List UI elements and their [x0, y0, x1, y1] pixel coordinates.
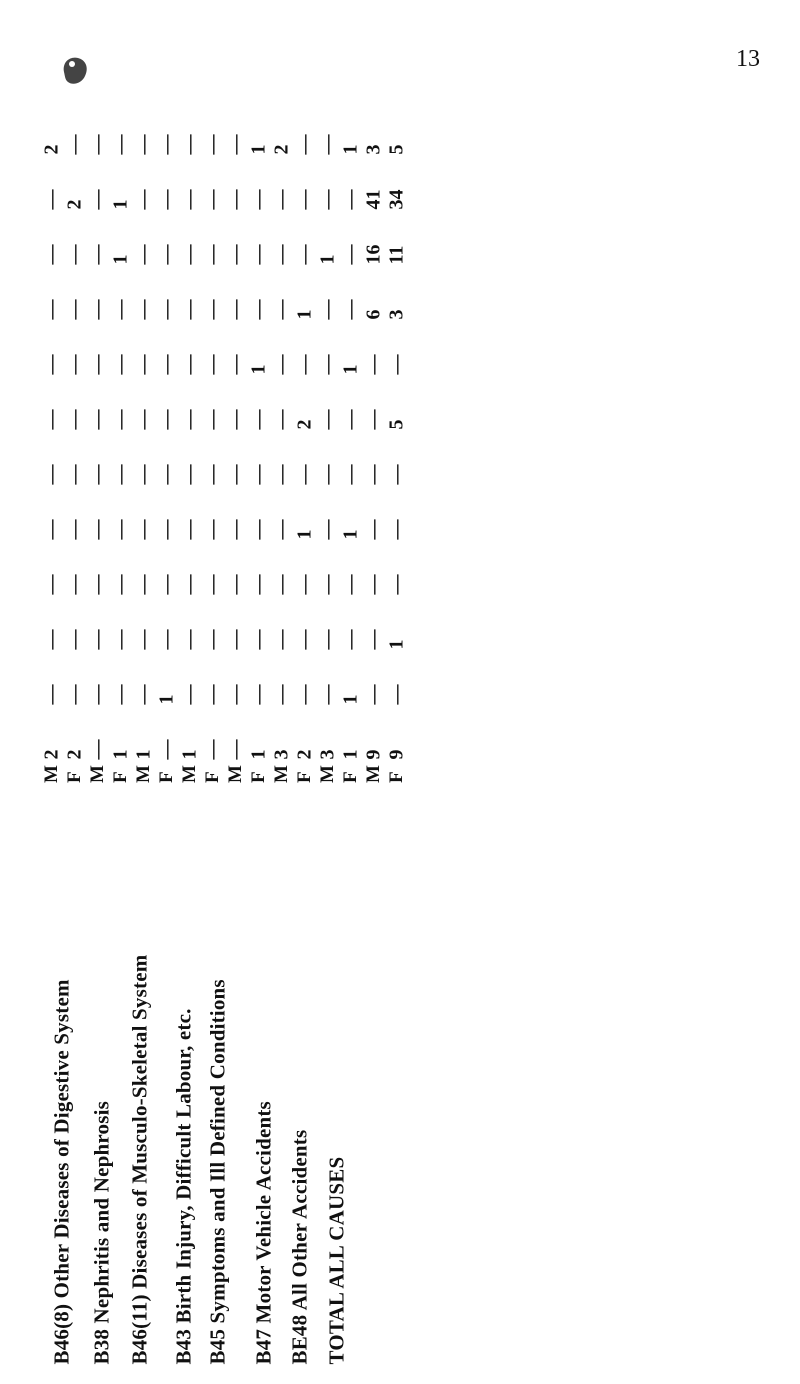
table-cell: 9 [362, 749, 385, 760]
table-cell: — [63, 354, 86, 375]
cause-label: B47 Motor Vehicle Accidents [251, 1101, 276, 1365]
table-cell: 2 [40, 749, 63, 760]
table-cell: — [86, 244, 109, 265]
table-cell: 1 [339, 694, 362, 705]
table-cell: — [40, 354, 63, 375]
table-cell: — [293, 244, 316, 265]
table-cell: — [293, 189, 316, 210]
table-cell: 2 [270, 144, 293, 155]
table-cell: — [224, 409, 247, 430]
table-cell: 2 [293, 419, 316, 430]
table-cell: 9 [385, 749, 408, 760]
table-cell: — [362, 354, 385, 375]
table-cell: — [224, 739, 247, 760]
table-cell: — [224, 629, 247, 650]
table-cell: — [224, 244, 247, 265]
table-cell: — [86, 134, 109, 155]
table-cell: — [385, 354, 408, 375]
table-cell: — [224, 299, 247, 320]
table-cell: — [132, 684, 155, 705]
table-cell: — [385, 574, 408, 595]
sex-label: F [248, 771, 269, 783]
table-cell: — [178, 519, 201, 540]
table-cell: — [270, 299, 293, 320]
table-cell: 1 [109, 199, 132, 210]
table-cell: 1 [339, 749, 362, 760]
table-cell: — [132, 409, 155, 430]
table-cell: — [178, 189, 201, 210]
sex-label: M [87, 765, 108, 783]
cause-label: B38 Nephritis and Nephrosis [89, 1101, 114, 1365]
sex-label: F [294, 771, 315, 783]
table-cell: 5 [385, 144, 408, 155]
table-cell: — [63, 519, 86, 540]
table-cell: — [316, 354, 339, 375]
table-cell: — [86, 189, 109, 210]
table-cell: — [247, 299, 270, 320]
sex-label: F [110, 771, 131, 783]
table-cell: — [201, 684, 224, 705]
table-cell: — [132, 574, 155, 595]
table-cell: — [316, 134, 339, 155]
table-cell: — [86, 409, 109, 430]
table-cell: — [155, 189, 178, 210]
table-cell: — [201, 244, 224, 265]
table-cell: — [362, 409, 385, 430]
table-cell: 1 [247, 749, 270, 760]
corner-blot-icon [56, 52, 94, 90]
table-cell: — [293, 629, 316, 650]
table-cell: — [132, 299, 155, 320]
table-cell: — [109, 409, 132, 430]
table-cell: — [339, 464, 362, 485]
table-cell: 3 [316, 749, 339, 760]
table-cell: — [293, 134, 316, 155]
table-cell: — [224, 519, 247, 540]
table-cell: — [201, 739, 224, 760]
cause-label: B43 Birth Injury, Difficult Labour, etc. [171, 1008, 196, 1365]
table-cell: 34 [385, 189, 408, 210]
table-cell: — [339, 189, 362, 210]
sex-label: F [386, 771, 407, 783]
table-cell: — [385, 464, 408, 485]
table-cell: — [270, 519, 293, 540]
table-cell: — [109, 684, 132, 705]
cause-label: BE48 All Other Accidents [287, 1129, 312, 1365]
cause-label: B46(11) Diseases of Musculo-Skeletal System [127, 954, 152, 1365]
table-cell: — [362, 684, 385, 705]
table-cell: — [178, 244, 201, 265]
sex-label: M [41, 765, 62, 783]
table-cell: — [63, 409, 86, 430]
table-cell: — [178, 684, 201, 705]
table-cell: — [247, 629, 270, 650]
table-cell: — [247, 519, 270, 540]
table-cell: — [270, 189, 293, 210]
table-cell: — [201, 409, 224, 430]
table-cell: — [339, 574, 362, 595]
sex-label: M [225, 765, 246, 783]
table-cell: — [224, 354, 247, 375]
table-cell: — [40, 189, 63, 210]
table-cell: — [132, 519, 155, 540]
table-cell: — [63, 244, 86, 265]
table-cell: — [109, 134, 132, 155]
table-cell: — [316, 189, 339, 210]
table-cell: — [224, 684, 247, 705]
table-cell: — [109, 464, 132, 485]
table-cell: — [224, 574, 247, 595]
cause-label: B46(8) Other Diseases of Digestive System [49, 979, 74, 1365]
sex-label: M [179, 765, 200, 783]
table-cell: — [40, 464, 63, 485]
table-cell: — [201, 519, 224, 540]
table-cell: 3 [270, 749, 293, 760]
table-cell: 41 [362, 189, 385, 210]
table-cell: — [270, 574, 293, 595]
table-cell: 3 [385, 309, 408, 320]
table-cell: — [201, 574, 224, 595]
cause-label: TOTAL ALL CAUSES [324, 1156, 349, 1365]
table-cell: — [362, 629, 385, 650]
table-cell: — [86, 574, 109, 595]
table-cell: — [247, 574, 270, 595]
table-cell: 1 [178, 749, 201, 760]
sex-label: F [64, 771, 85, 783]
table-cell: — [178, 574, 201, 595]
table-cell: — [63, 299, 86, 320]
table-cell: — [316, 574, 339, 595]
table-cell: 3 [362, 144, 385, 155]
table-cell: — [155, 409, 178, 430]
table-cell: — [201, 299, 224, 320]
table-cell: — [385, 684, 408, 705]
table-cell: 1 [247, 364, 270, 375]
table-cell: — [40, 299, 63, 320]
table-cell: — [63, 134, 86, 155]
table-cell: — [109, 574, 132, 595]
table-cell: 1 [385, 639, 408, 650]
table-cell: — [109, 354, 132, 375]
table-cell: — [316, 409, 339, 430]
table-cell: 16 [362, 244, 385, 265]
table-cell: — [86, 684, 109, 705]
table-cell: 1 [109, 254, 132, 265]
table-cell: — [224, 464, 247, 485]
table-cell: 11 [385, 245, 408, 265]
table-cell: — [293, 354, 316, 375]
table-cell: — [316, 519, 339, 540]
sex-label: M [133, 765, 154, 783]
table-cell: 1 [316, 254, 339, 265]
table-cell: — [293, 684, 316, 705]
table-cell: — [270, 629, 293, 650]
table-cell: — [63, 464, 86, 485]
table-cell: — [247, 684, 270, 705]
sex-label: M [363, 765, 384, 783]
table-cell: — [339, 409, 362, 430]
table-cell: — [339, 299, 362, 320]
table-cell: 1 [247, 144, 270, 155]
table-cell: — [178, 299, 201, 320]
sex-label: M [317, 765, 338, 783]
table-cell: 1 [155, 694, 178, 705]
table-cell: — [109, 519, 132, 540]
table-cell: 1 [109, 749, 132, 760]
table-cell: 1 [132, 749, 155, 760]
table-cell: — [86, 739, 109, 760]
table-cell: — [86, 629, 109, 650]
table-cell: — [63, 574, 86, 595]
table-cell: — [40, 409, 63, 430]
table-cell: 2 [63, 749, 86, 760]
table-cell: — [178, 409, 201, 430]
table-cell: — [155, 519, 178, 540]
sex-label: F [156, 771, 177, 783]
table-cell: — [224, 189, 247, 210]
table-cell: 2 [63, 199, 86, 210]
table-cell: — [40, 244, 63, 265]
sex-label: M [271, 765, 292, 783]
table-cell: — [293, 464, 316, 485]
table-cell: 1 [339, 529, 362, 540]
table-cell: — [362, 464, 385, 485]
table-cell: — [247, 189, 270, 210]
page-number: 13 [736, 46, 760, 72]
table-cell: — [178, 134, 201, 155]
table-cell: — [155, 134, 178, 155]
table-cell: — [155, 244, 178, 265]
table-cell: — [339, 244, 362, 265]
table-cell: — [86, 464, 109, 485]
table-cell: 2 [40, 144, 63, 155]
table-cell: 1 [293, 529, 316, 540]
table-cell: — [155, 299, 178, 320]
table-cell: — [132, 244, 155, 265]
table-cell: — [201, 629, 224, 650]
table-cell: — [40, 574, 63, 595]
table-cell: — [270, 409, 293, 430]
table-cell: — [155, 464, 178, 485]
table-cell: — [155, 739, 178, 760]
table-cell: — [178, 464, 201, 485]
table-cell: — [132, 629, 155, 650]
table-cell: — [86, 519, 109, 540]
table-cell: — [224, 134, 247, 155]
table-cell: — [385, 519, 408, 540]
table-cell: — [40, 629, 63, 650]
table-cell: — [362, 574, 385, 595]
table-cell: — [132, 464, 155, 485]
table-cell: — [270, 244, 293, 265]
table-cell: — [63, 684, 86, 705]
table-cell: — [247, 464, 270, 485]
table-cell: — [270, 684, 293, 705]
table-cell: — [270, 464, 293, 485]
table-cell: — [155, 354, 178, 375]
table-cell: — [63, 629, 86, 650]
table-cell: — [109, 629, 132, 650]
table-cell: 5 [385, 419, 408, 430]
table-cell: 6 [362, 309, 385, 320]
table-cell: 1 [293, 309, 316, 320]
table-cell: — [40, 519, 63, 540]
table-cell: — [339, 629, 362, 650]
table-cell: — [155, 629, 178, 650]
sex-label: F [202, 771, 223, 783]
table-cell: — [316, 464, 339, 485]
table-cell: — [293, 574, 316, 595]
table-cell: — [178, 629, 201, 650]
cause-label: B45 Symptoms and Ill Defined Conditions [205, 979, 230, 1365]
table-cell: — [316, 684, 339, 705]
table-cell: — [362, 519, 385, 540]
table-cell: 1 [339, 144, 362, 155]
table-cell: — [178, 354, 201, 375]
table-cell: — [86, 354, 109, 375]
sex-label: F [340, 771, 361, 783]
table-cell: — [316, 629, 339, 650]
table-cell: — [155, 574, 178, 595]
table-cell: — [201, 354, 224, 375]
table-cell: — [201, 189, 224, 210]
table-cell: — [270, 354, 293, 375]
table-cell: — [201, 464, 224, 485]
table-cell: — [132, 189, 155, 210]
table-cell: — [247, 244, 270, 265]
table-cell: 2 [293, 749, 316, 760]
table-cell: — [86, 299, 109, 320]
table-cell: — [132, 134, 155, 155]
table-cell: — [132, 354, 155, 375]
table-cell: — [247, 409, 270, 430]
table-cell: — [109, 299, 132, 320]
table-cell: — [316, 299, 339, 320]
table-cell: 1 [339, 364, 362, 375]
table-cell: — [40, 684, 63, 705]
table-cell: — [201, 134, 224, 155]
